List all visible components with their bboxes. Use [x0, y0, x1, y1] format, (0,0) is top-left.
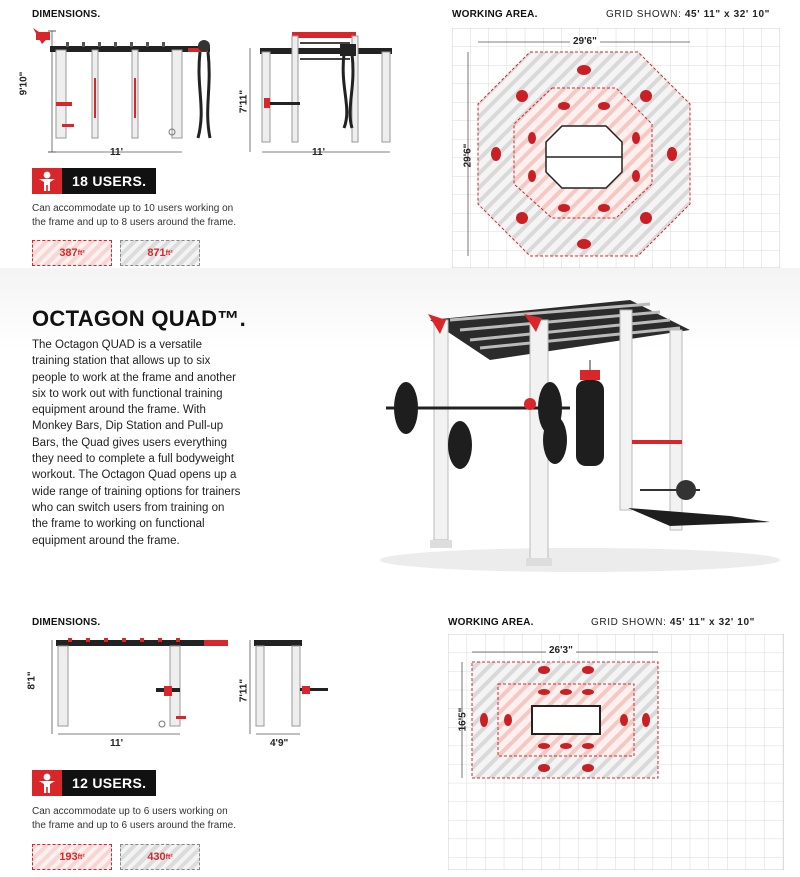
- area-height-label-2: 16'5": [457, 707, 469, 732]
- area-inner-value: 387: [59, 247, 78, 259]
- area-width-label-2: 26'3": [546, 645, 576, 656]
- area-unit: ft²: [165, 249, 173, 257]
- person-icon: [32, 770, 62, 796]
- frame-front-elevation-2: [28, 634, 228, 744]
- users-label-2: 12 USERS.: [62, 770, 156, 796]
- width-side-label: 11': [312, 147, 325, 158]
- width-front-label-2: 11': [110, 738, 123, 749]
- users-description: Can accommodate up to 10 users working on the frame and up to 8 users around the frame.: [32, 203, 237, 228]
- users-label: 18 USERS.: [62, 168, 156, 194]
- users-description-2: Can accommodate up to 6 users working on the frame and up to 6 users around the frame.: [32, 806, 237, 831]
- dimensions-heading: DIMENSIONS.: [32, 9, 101, 20]
- area-unit: ft²: [77, 249, 85, 257]
- frame-side-elevation-2: [240, 634, 340, 744]
- users-badge-2: [32, 770, 156, 796]
- grid-shown-label: GRID SHOWN:: [606, 9, 682, 20]
- working-area-heading-2: WORKING AREA.: [448, 617, 534, 628]
- height-side-label-2: 7'11": [238, 678, 250, 703]
- area-unit: ft²: [77, 853, 85, 861]
- grid-shown-label-2: GRID SHOWN:: [591, 617, 667, 628]
- frame-front-elevation: [28, 28, 218, 160]
- frame-side-elevation: [240, 28, 410, 160]
- area-unit: ft²: [165, 853, 173, 861]
- working-area-heading: WORKING AREA.: [452, 9, 538, 20]
- product-title: OCTAGON QUAD™.: [32, 306, 247, 331]
- working-area-octagon-diagram: [452, 28, 780, 268]
- working-area-rectangle-diagram: [448, 634, 784, 870]
- area-height-label: 29'6": [462, 143, 474, 168]
- product-image: [370, 290, 790, 580]
- height-side-label: 7'11": [238, 89, 250, 114]
- grid-shown-value-2: 45' 11" x 32' 10": [669, 617, 755, 628]
- height-front-label-2: 8'1": [26, 671, 38, 690]
- product-description: The Octagon QUAD is a versatile training station that allows up to six people to work at the frame and another six to work out with functional training equipment around the frame. With Monkey Bars, Dip Station and Pull-up Bars, the Quad gives users everything they need to complete a full bodyweight workout. The Octagon Quad opens up a wide range of training options for trainers who can switch users from training on the frame to working on functional equipment around the frame.: [32, 339, 241, 547]
- area-inner-value-2: 193: [59, 851, 78, 863]
- grid-shown-value: 45' 11" x 32' 10": [684, 9, 770, 20]
- area-outer-badge-2: [120, 844, 200, 870]
- height-front-label: 9'10": [18, 71, 30, 96]
- dimensions-heading-2: DIMENSIONS.: [32, 617, 101, 628]
- person-icon: [32, 168, 62, 194]
- area-inner-badge: [32, 240, 112, 266]
- users-badge: [32, 168, 156, 194]
- grid-shown-2: [591, 617, 755, 628]
- area-width-label: 29'6": [570, 36, 600, 47]
- grid-shown: [606, 9, 770, 20]
- area-outer-value: 871: [147, 247, 166, 259]
- area-inner-badge-2: [32, 844, 112, 870]
- width-front-label: 11': [110, 147, 123, 158]
- area-outer-badge: [120, 240, 200, 266]
- area-outer-value-2: 430: [147, 851, 166, 863]
- width-side-label-2: 4'9": [270, 738, 289, 749]
